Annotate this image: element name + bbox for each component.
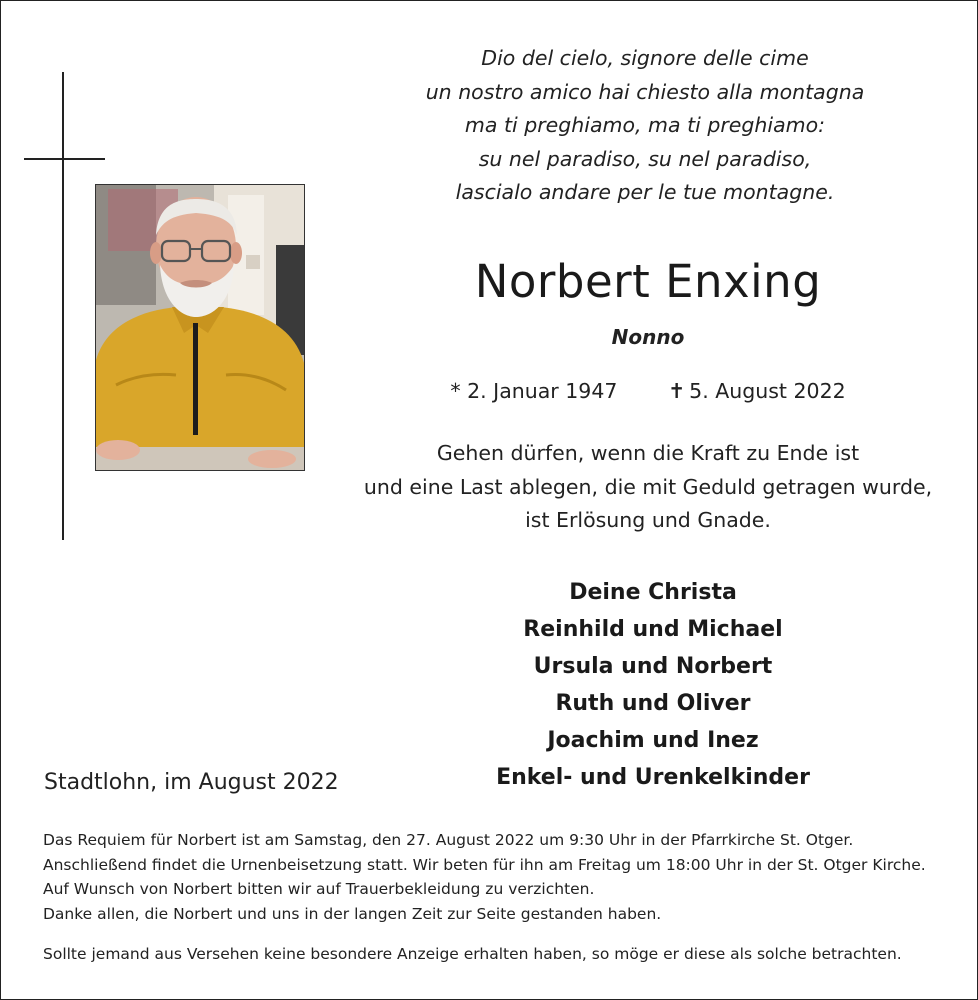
poem (400, 42, 890, 210)
poem-line: ma ti preghiamo, ma ti preghiamo: (464, 113, 826, 137)
cross-icon: ✝ (667, 379, 686, 403)
mourner-entry: Ruth und Oliver (555, 691, 751, 716)
note-line: Das Requiem für Norbert ist am Samstag, den 27. August 2022 um 9:30 Uhr in der Pfarrkirche St. Otger. (43, 831, 854, 849)
memorial-quote (350, 437, 946, 538)
mourner-entry: Deine Christa (569, 580, 737, 605)
portrait-photo (95, 184, 305, 471)
poem-line: Dio del cielo, signore delle cime (481, 46, 809, 70)
deceased-role: Nonno (611, 325, 685, 349)
cross-vertical-bar (62, 72, 64, 540)
deceased-name: Norbert Enxing (474, 255, 822, 308)
death-date: 5. August 2022 (689, 379, 846, 403)
death-date-group (668, 379, 846, 403)
quote-line: Gehen dürfen, wenn die Kraft zu Ende ist (436, 441, 860, 465)
cross-horizontal-bar (24, 158, 105, 160)
mourner-entry: Ursula und Norbert (533, 654, 773, 679)
poem-line: lascialo andare per le tue montagne. (455, 180, 835, 204)
mourners-list (400, 574, 906, 796)
quote-line: und eine Last ablegen, die mit Geduld getragen wurde, (363, 474, 933, 499)
life-dates (400, 379, 896, 403)
mourner-entry: Joachim und Inez (547, 728, 759, 753)
note-line: Danke allen, die Norbert und uns in der langen Zeit zur Seite gestanden haben. (43, 904, 662, 923)
portrait-illustration (96, 185, 304, 470)
poem-line: su nel paradiso, su nel paradiso, (478, 146, 812, 171)
note-line: Anschließend findet die Urnenbeisetzung statt. Wir beten für ihn am Freitag um 18:00 Uhr in der St. Otger Kirche. (43, 855, 926, 874)
closing-note: Sollte jemand aus Versehen keine besondere Anzeige erhalten haben, so möge er diese als solche betrachten. (43, 945, 902, 963)
mourner-entry: Enkel- und Urenkelkinder (496, 765, 810, 790)
note-line: Auf Wunsch von Norbert bitten wir auf Trauerbekleidung zu verzichten. (43, 880, 595, 898)
service-notes (43, 828, 963, 926)
mourner-entry: Reinhild und Michael (523, 617, 783, 642)
place-and-date: Stadtlohn, im August 2022 (44, 770, 339, 795)
quote-line: ist Erlösung und Gnade. (525, 508, 771, 532)
birth-date: * 2. Januar 1947 (450, 379, 618, 403)
poem-line: un nostro amico hai chiesto alla montagna (425, 79, 865, 104)
